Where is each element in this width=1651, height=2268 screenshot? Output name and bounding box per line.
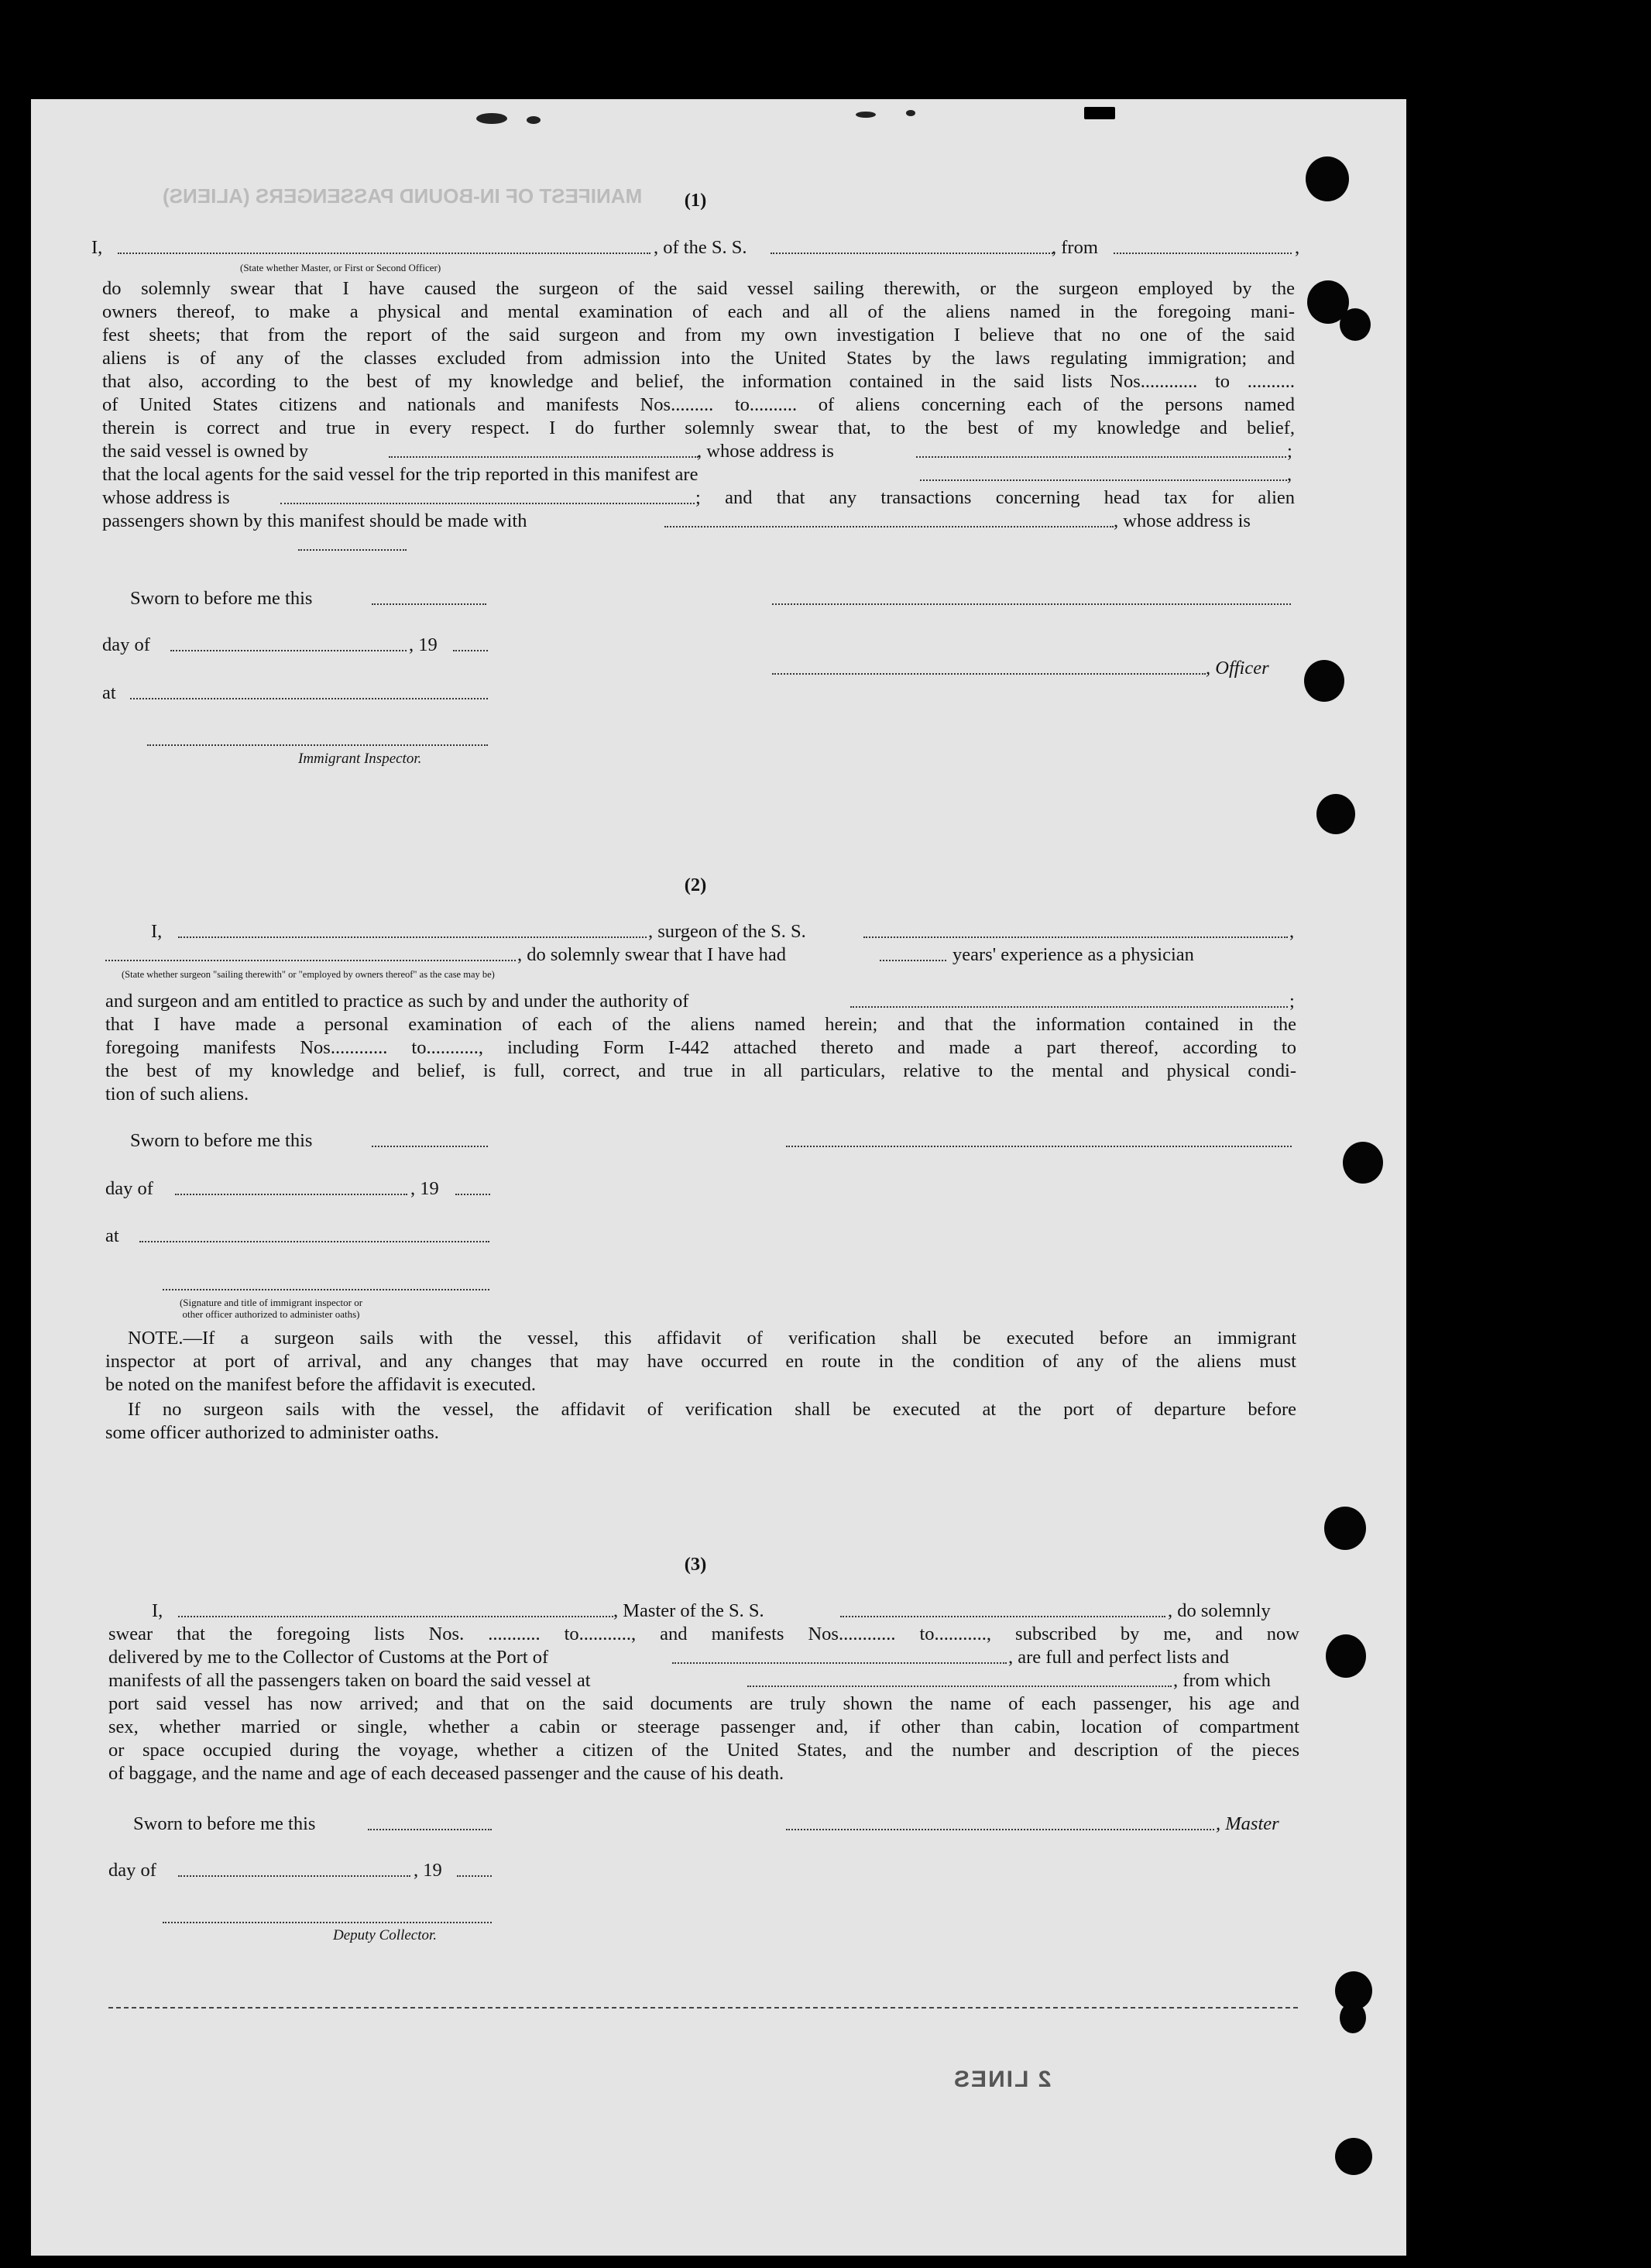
bottom-divider bbox=[108, 2007, 1298, 2009]
binder-hole bbox=[1335, 2138, 1372, 2175]
officer-title-field[interactable] bbox=[772, 673, 1206, 675]
s1-head-tax-address-label: , whose address is bbox=[1114, 510, 1251, 531]
surgeon-status-field[interactable] bbox=[105, 960, 516, 961]
s1-at-label: at bbox=[102, 682, 116, 703]
s3-full-perfect-text: , are full and perfect lists and bbox=[1008, 1647, 1230, 1668]
s1-line1-of-ss: , of the S. S. bbox=[654, 237, 747, 258]
ink-speck bbox=[1084, 107, 1115, 119]
s3-day-label: day of bbox=[108, 1860, 156, 1881]
s2-semicolon: ; bbox=[1289, 991, 1295, 1012]
s2-surgeon-of-ss: , surgeon of the S. S. bbox=[648, 921, 806, 942]
owner-field[interactable] bbox=[389, 456, 698, 458]
authority-field[interactable] bbox=[850, 1006, 1288, 1008]
s2-year-label: , 19 bbox=[410, 1178, 439, 1199]
s3-paragraph-line: sex, whether married or single, whether a cabin or steerage passenger and, if other than cabin, location of compartment bbox=[108, 1716, 1299, 1737]
s2-month-field[interactable] bbox=[175, 1194, 407, 1195]
s2-sworn-date-field[interactable] bbox=[372, 1146, 488, 1147]
s1-head-tax-label: passengers shown by this manifest should be made with bbox=[102, 510, 527, 531]
s1-day-label: day of bbox=[102, 634, 150, 655]
s2-year-field[interactable] bbox=[455, 1194, 490, 1195]
s1-line1-from: , from bbox=[1052, 237, 1098, 258]
owner-address-field[interactable] bbox=[916, 456, 1286, 458]
binder-hole bbox=[1340, 308, 1371, 341]
s2-signature-note-1: (Signature and title of immigrant inspector or bbox=[179, 1297, 363, 1308]
s3-year-field[interactable] bbox=[457, 1875, 492, 1877]
s3-paragraph-line: port said vessel has now arrived; and that on the said documents are truly shown the name of each passenger, his age and bbox=[108, 1693, 1299, 1714]
port-of-embarkation-field[interactable] bbox=[747, 1686, 1172, 1687]
s3-master-of-ss: , Master of the S. S. bbox=[613, 1600, 764, 1621]
section-3-number: (3) bbox=[684, 1554, 707, 1575]
head-tax-address-field[interactable] bbox=[298, 549, 407, 551]
surgeon-name-field[interactable] bbox=[178, 936, 647, 938]
s2-vessel-field[interactable] bbox=[863, 936, 1288, 938]
s2-authority-label: and surgeon and am entitled to practice as such by and under the authority of bbox=[105, 991, 689, 1012]
binder-hole bbox=[1316, 794, 1355, 834]
local-agents-field[interactable] bbox=[920, 479, 1287, 481]
s3-sworn-label: Sworn to before me this bbox=[133, 1813, 316, 1834]
master-label: , Master bbox=[1216, 1813, 1279, 1834]
section-2-number: (2) bbox=[684, 875, 707, 895]
s2-note-line: NOTE.—If a surgeon sails with the vessel, this affidavit of verification shall be executed before an immigrant bbox=[128, 1328, 1296, 1349]
s1-paragraph-line: do solemnly swear that I have caused the surgeon of the said vessel sailing therewith, or the surgeon employed by the bbox=[102, 278, 1295, 299]
s3-year-label: , 19 bbox=[414, 1860, 442, 1881]
document-page bbox=[31, 99, 1406, 2256]
s1-paragraph-line: therein is correct and true in every respect. I do further solemnly swear that, to the best of my knowledge and belief, bbox=[102, 418, 1295, 438]
binder-hole bbox=[1324, 1507, 1366, 1550]
s1-paragraph-line: that also, according to the best of my knowledge and belief, the information contained in the said lists Nos............ to .......... bbox=[102, 371, 1295, 392]
s2-day-label: day of bbox=[105, 1178, 153, 1199]
s2-paragraph-line: foregoing manifests Nos............ to..........., including Form I-442 attached thereto and made a part thereof, according to bbox=[105, 1037, 1296, 1058]
inspector-signature-field[interactable] bbox=[147, 744, 488, 746]
binder-hole bbox=[1340, 2002, 1366, 2033]
s2-surgeon-note: (State whether surgeon "sailing therewith" or "employed by owners thereof" as the case may be) bbox=[122, 969, 495, 980]
s3-master-name-field[interactable] bbox=[178, 1616, 613, 1617]
s3-paragraph-line: of baggage, and the name and age of each deceased passenger and the cause of his death. bbox=[108, 1763, 784, 1784]
s1-line1-comma: , bbox=[1295, 237, 1300, 258]
s1-owner-address-label: , whose address is bbox=[697, 441, 834, 462]
s1-paragraph-line: owners thereof, to make a physical and mental examination of each and all of the aliens named in the foregoing mani- bbox=[102, 301, 1295, 322]
bleed-through-header: MANIFEST OF IN-BOUND PASSENGERS (ALIENS) bbox=[163, 184, 643, 208]
s2-physician-text: years' experience as a physician bbox=[952, 944, 1194, 965]
s1-year-field[interactable] bbox=[453, 650, 488, 651]
s3-month-field[interactable] bbox=[178, 1875, 410, 1877]
agent-address-field[interactable] bbox=[280, 503, 695, 504]
ink-speck bbox=[856, 112, 876, 118]
s2-sworn-label: Sworn to before me this bbox=[130, 1130, 313, 1151]
officer-label: , Officer bbox=[1206, 658, 1269, 679]
immigrant-inspector-label: Immigrant Inspector. bbox=[298, 751, 422, 767]
ink-speck bbox=[906, 110, 915, 116]
s3-port-label: delivered by me to the Collector of Customs at the Port of bbox=[108, 1647, 549, 1668]
surgeon-signature-field[interactable] bbox=[786, 1146, 1292, 1147]
s1-head-tax-text: ; and that any transactions concerning head tax for alien bbox=[695, 487, 1295, 508]
s2-paragraph-line: that I have made a personal examination of each of the aliens named herein; and that the information contained in the bbox=[105, 1014, 1296, 1035]
binder-hole bbox=[1326, 1634, 1366, 1678]
s2-note-line: some officer authorized to administer oaths. bbox=[105, 1422, 439, 1443]
s2-note-line: inspector at port of arrival, and any changes that may have occurred en route in the condition of any of the aliens must bbox=[105, 1351, 1296, 1372]
s1-line1-i: I, bbox=[91, 237, 103, 258]
ink-speck bbox=[527, 116, 541, 124]
s1-paragraph-line: aliens is of any of the classes excluded from admission into the United States by the laws regulating immigration; and bbox=[102, 348, 1295, 369]
s2-paragraph-line: the best of my knowledge and belief, is full, correct, and true in all particulars, relative to the mental and physical condi- bbox=[105, 1060, 1296, 1081]
s2-at-label: at bbox=[105, 1225, 119, 1246]
s3-do-solemnly: , do solemnly bbox=[1168, 1600, 1271, 1621]
s1-place-field[interactable] bbox=[130, 698, 488, 699]
s2-line1-i: I, bbox=[151, 921, 163, 942]
s2-official-signature-field[interactable] bbox=[163, 1289, 489, 1290]
s2-paragraph-line: tion of such aliens. bbox=[105, 1084, 249, 1105]
s1-sworn-label: Sworn to before me this bbox=[130, 588, 313, 609]
binder-hole bbox=[1304, 660, 1344, 702]
s2-note-line: be noted on the manifest before the affidavit is executed. bbox=[105, 1374, 537, 1395]
s1-comma: , bbox=[1287, 464, 1292, 485]
port-of-arrival-field[interactable] bbox=[672, 1662, 1007, 1664]
s1-officer-note: (State whether Master, or First or Second Officer) bbox=[240, 262, 441, 273]
s3-line1-i: I, bbox=[152, 1600, 163, 1621]
s2-place-field[interactable] bbox=[139, 1241, 489, 1242]
s1-paragraph-line: of United States citizens and nationals and manifests Nos......... to.......... of aliens concerning each of the persons named bbox=[102, 394, 1295, 415]
s3-paragraph-line: swear that the foregoing lists Nos. ........... to..........., and manifests Nos............ to..........., subscribed by me, and now bbox=[108, 1624, 1299, 1644]
s3-vessel-field[interactable] bbox=[840, 1616, 1165, 1617]
s3-sworn-date-field[interactable] bbox=[368, 1829, 492, 1830]
s2-comma: , bbox=[1289, 921, 1295, 942]
master-name-field[interactable] bbox=[118, 253, 650, 254]
s1-sworn-date-field[interactable] bbox=[372, 603, 486, 605]
s2-signature-note-2: other officer authorized to administer oaths) bbox=[182, 1308, 360, 1320]
binder-hole bbox=[1343, 1142, 1383, 1184]
s3-taken-on-board-label: manifests of all the passengers taken on board the said vessel at bbox=[108, 1670, 591, 1691]
s1-month-field[interactable] bbox=[170, 650, 407, 651]
mirrored-stamp: 2 LINES bbox=[952, 2067, 1052, 2092]
officer-signature-field[interactable] bbox=[772, 603, 1291, 605]
section-1-number: (1) bbox=[684, 190, 707, 211]
s2-note-line: If no surgeon sails with the vessel, the affidavit of verification shall be executed at the port of departure before bbox=[128, 1399, 1296, 1420]
deputy-collector-label: Deputy Collector. bbox=[333, 1927, 438, 1943]
s1-owned-by-label: the said vessel is owned by bbox=[102, 441, 309, 462]
s1-year-label: , 19 bbox=[409, 634, 438, 655]
s3-paragraph-line: or space occupied during the voyage, whether a citizen of the United States, and the number and description of the pieces bbox=[108, 1740, 1299, 1761]
s2-years-text: , do solemnly swear that I have had bbox=[517, 944, 786, 965]
vessel-name-field[interactable] bbox=[771, 253, 1053, 254]
s1-semicolon: ; bbox=[1287, 441, 1292, 462]
head-tax-party-field[interactable] bbox=[664, 526, 1114, 527]
s1-agent-address-label: whose address is bbox=[102, 487, 230, 508]
master-signature-field[interactable] bbox=[786, 1829, 1214, 1830]
ink-speck bbox=[476, 113, 507, 124]
deputy-signature-field[interactable] bbox=[163, 1922, 492, 1923]
s1-paragraph-line: fest sheets; that from the report of the said surgeon and from my own investigation I believe that no one of the said bbox=[102, 325, 1295, 345]
s3-from-which-text: , from which bbox=[1173, 1670, 1271, 1691]
s1-local-agents-label: that the local agents for the said vessel for the trip reported in this manifest are bbox=[102, 464, 698, 485]
binder-hole bbox=[1306, 156, 1349, 201]
departure-port-field[interactable] bbox=[1114, 253, 1292, 254]
years-experience-field[interactable] bbox=[880, 960, 946, 961]
